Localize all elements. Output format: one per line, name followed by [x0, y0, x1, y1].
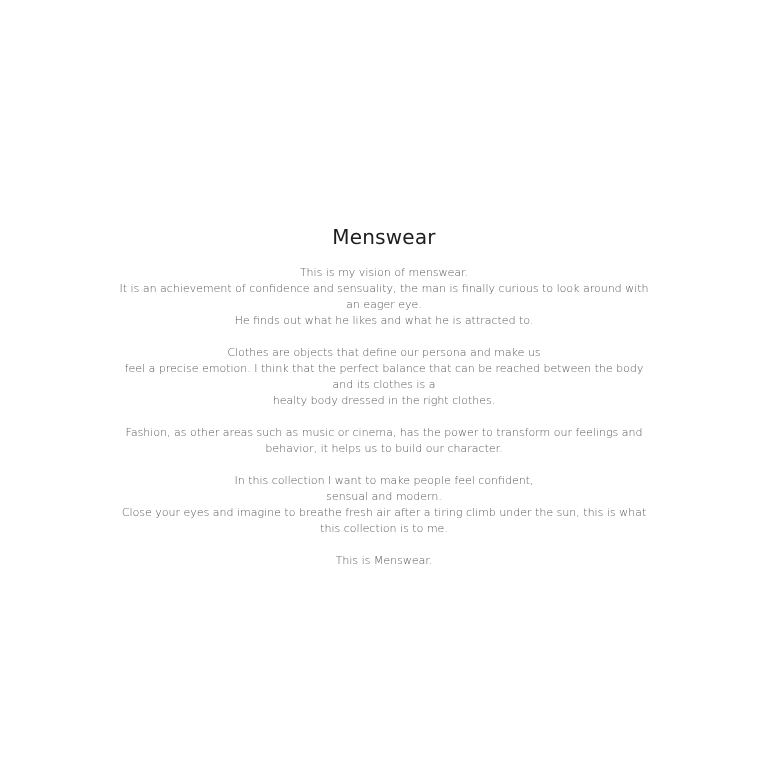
text-line: This is Menswear. [335, 554, 433, 567]
text-line: feel a precise emotion. I think that the perfect balance that can be reached between the body [124, 362, 644, 375]
text-line: and its clothes is a [332, 378, 436, 391]
paragraph-fashion [114, 425, 654, 457]
paragraph-collection [114, 473, 654, 537]
text-line: this collection is to me. [320, 522, 448, 535]
body-text [114, 265, 654, 585]
paragraph-clothes [114, 345, 654, 409]
text-line: healty body dressed in the right clothes. [272, 394, 496, 407]
paragraph-vision [114, 265, 654, 329]
text-line: an eager eye. [346, 298, 422, 311]
text-line: behavior, it helps us to build our character. [265, 442, 503, 455]
text-line: It is an achievement of confidence and sensuality, the man is finally curious to look around with [119, 282, 649, 295]
text-line: Fashion, as other areas such as music or cinema, has the power to transform our feelings and [125, 426, 643, 439]
page-title: Menswear [332, 225, 436, 249]
text-line: sensual and modern. [326, 490, 442, 503]
paragraph-closing [114, 553, 654, 569]
text-line: Clothes are objects that define our persona and make us [227, 346, 541, 359]
text-line: In this collection I want to make people feel confident, [234, 474, 534, 487]
text-line: He finds out what he likes and what he is attracted to. [234, 314, 534, 327]
text-line: This is my vision of menswear. [299, 266, 469, 279]
text-line: Close your eyes and imagine to breathe fresh air after a tiring climb under the sun, this is what [121, 506, 647, 519]
